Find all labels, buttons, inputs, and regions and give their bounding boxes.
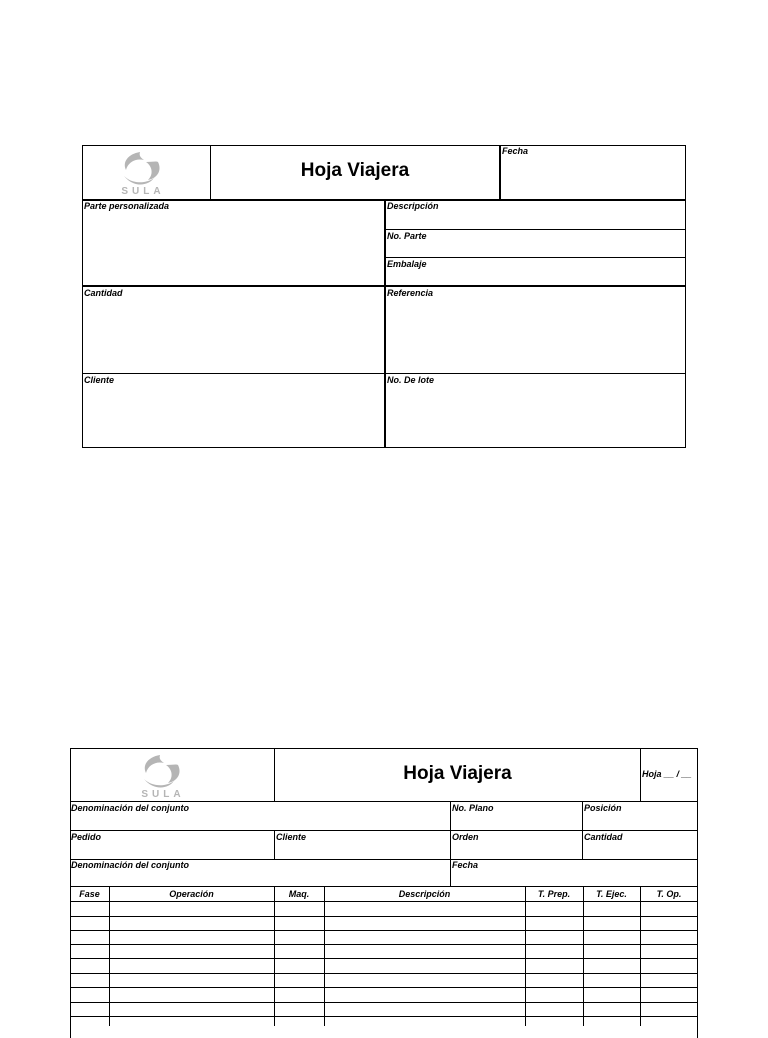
fecha-label: Fecha xyxy=(502,146,529,156)
table-header-t-prep: T. Prep. xyxy=(537,889,571,899)
parte-personalizada-label: Parte personalizada xyxy=(84,201,170,211)
table-header-t-op: T. Op. xyxy=(656,889,682,899)
table-header-operacion: Operación xyxy=(169,889,214,899)
pedido-label: Pedido xyxy=(71,832,102,842)
no-lote-label: No. De lote xyxy=(387,375,435,385)
fecha-label: Fecha xyxy=(452,860,479,870)
cliente-label: Cliente xyxy=(84,375,115,385)
referencia-label: Referencia xyxy=(387,288,434,298)
form-2-title: Hoja Viajera xyxy=(403,763,512,784)
table-header-fase: Fase xyxy=(79,889,100,899)
embalaje-label: Embalaje xyxy=(387,259,427,269)
no-plano-label: No. Plano xyxy=(452,803,494,813)
no-parte-label: No. Parte xyxy=(387,231,427,241)
cliente-label: Cliente xyxy=(276,832,307,842)
form-1-title: Hoja Viajera xyxy=(300,160,410,181)
sula-logo xyxy=(130,751,194,801)
cantidad-label: Cantidad xyxy=(584,832,623,842)
table-header-maq: Maq. xyxy=(288,889,310,899)
sula-logo-text: SULA xyxy=(121,186,165,197)
hoja-label: Hoja __ / __ xyxy=(642,769,692,779)
descripcion-label: Descripción xyxy=(387,201,439,211)
table-header-descripcion: Descripción xyxy=(398,889,451,899)
cantidad-label: Cantidad xyxy=(84,288,123,298)
table-header-t-ejec: T. Ejec. xyxy=(596,889,627,899)
posicion-label: Posición xyxy=(584,803,622,813)
sula-logo xyxy=(110,148,174,198)
orden-label: Orden xyxy=(452,832,479,842)
denominacion-label-1: Denominación del conjunto xyxy=(71,803,190,813)
sula-logo-text: SULA xyxy=(141,789,185,800)
denominacion-label-2: Denominación del conjunto xyxy=(71,860,190,870)
